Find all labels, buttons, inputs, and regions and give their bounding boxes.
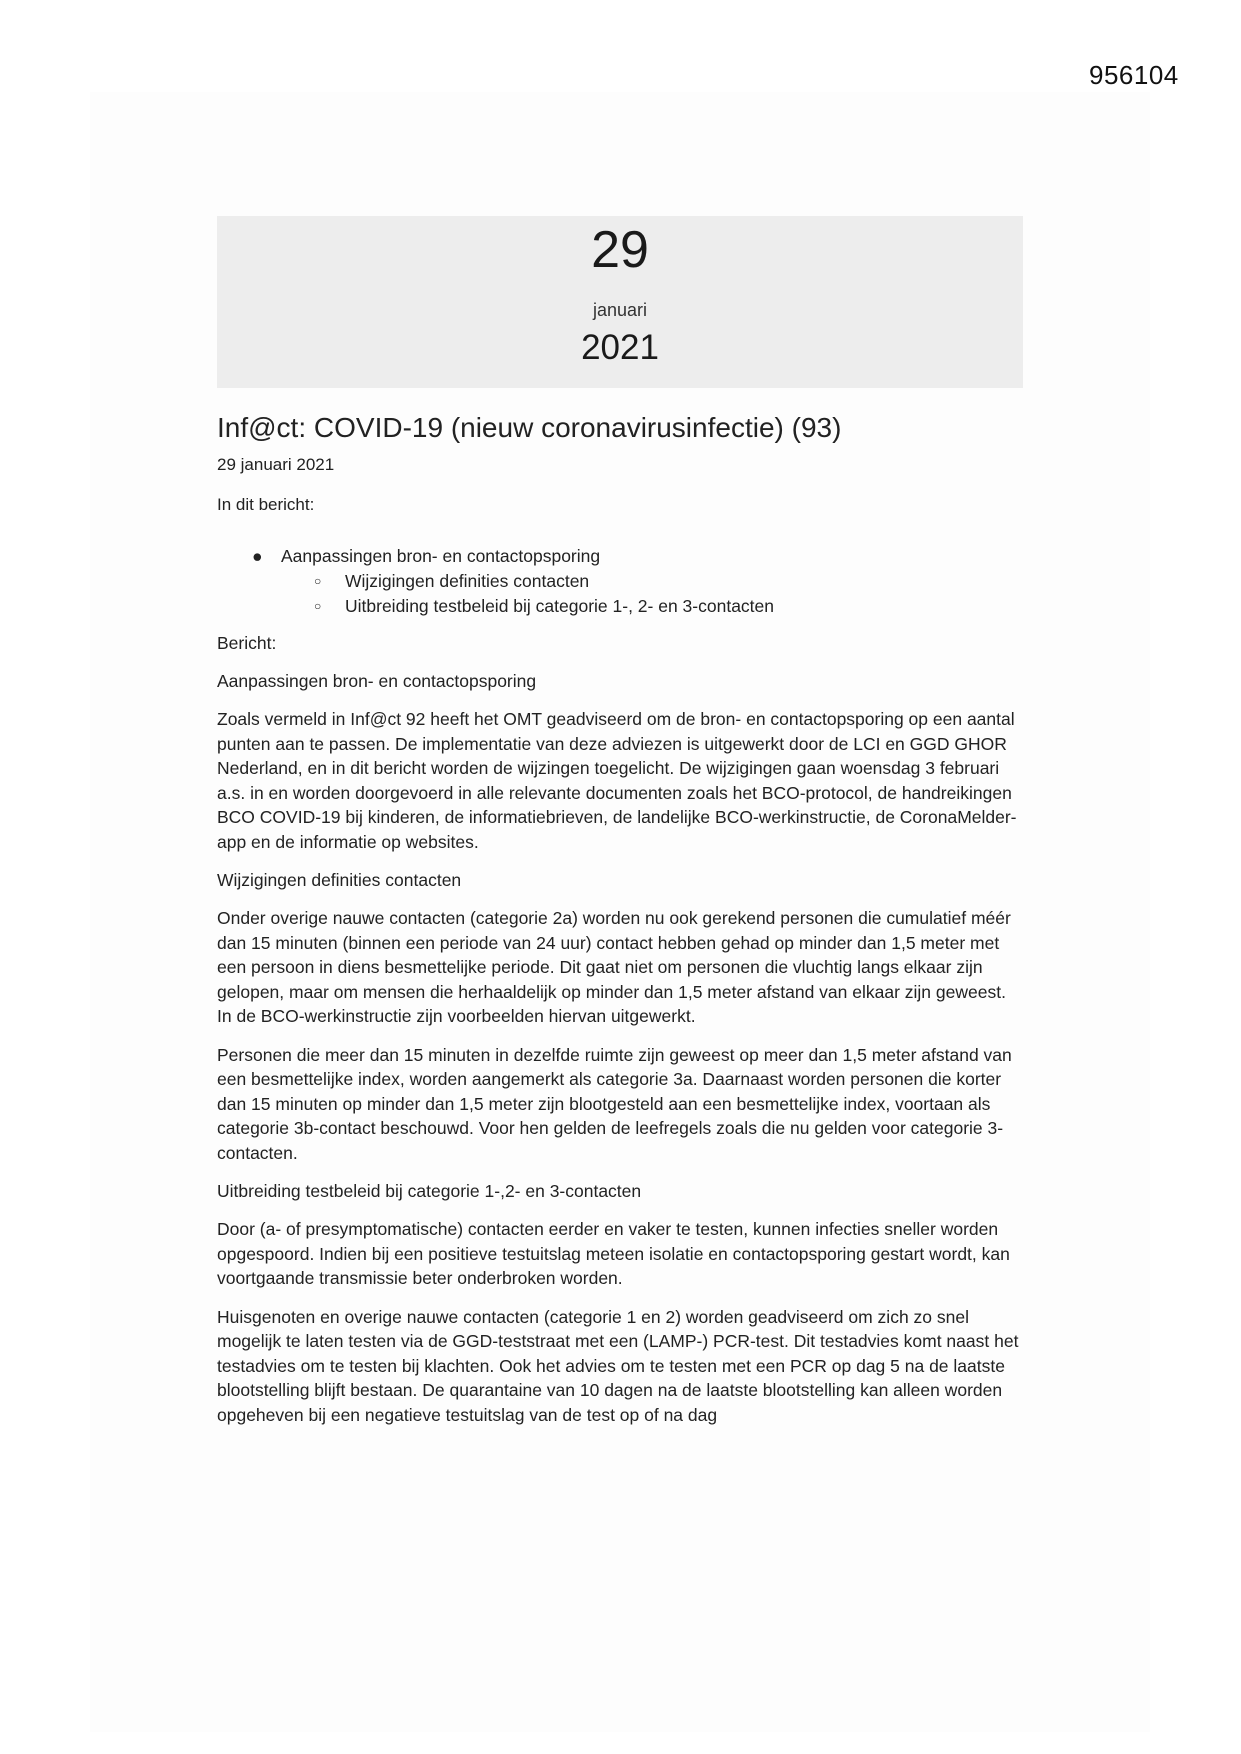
toc-subitem-label: Uitbreiding testbeleid bij categorie 1-, 2- en 3-contacten	[345, 596, 774, 616]
date-day: 29	[591, 221, 649, 279]
toc-item-label: Aanpassingen bron- en contactopsporing	[281, 546, 601, 566]
publication-date: 29 januari 2021	[217, 455, 335, 474]
page-title: Inf@ct: COVID-19 (nieuw coronavirusinfectie) (93)	[217, 412, 842, 443]
date-banner	[217, 216, 1023, 388]
toc-subitem	[217, 594, 1023, 619]
bullet-filled-icon: ●	[252, 546, 263, 566]
section-heading: Uitbreiding testbeleid bij categorie 1-,2- en 3-contacten	[217, 1181, 642, 1201]
date-month: januari	[592, 300, 648, 320]
toc-item	[217, 544, 1023, 569]
section-heading: Aanpassingen bron- en contactopsporing	[217, 671, 537, 691]
date-year: 2021	[581, 328, 659, 367]
paragraph: Personen die meer dan 15 minuten in dezelfde ruimte zijn geweest op meer dan 1,5 meter afstand van een besmettelijke index, worden aangemerkt als categorie 3a. Daarnaast worden personen die korter dan 15 minuten op minder dan 1,5 meter zijn blootgesteld aan een besmettelijke index, voortaan als categorie 3b-contact beschouwd. Voor hen gelden de leefregels zoals die nu gelden voor categorie 3-contacten.	[217, 1044, 1012, 1163]
bullet-hollow-icon: ○	[314, 599, 322, 613]
paragraph: Door (a- of presymptomatische) contacten eerder en vaker te testen, kunnen infecties sneller worden opgespoord. Indien bij een positieve testuitslag meteen isolatie en contactopsporing gestart wordt, kan voortgaande transmissie beter onderbroken worden.	[217, 1219, 1010, 1288]
toc-subitem-label: Wijzigingen definities contacten	[345, 571, 590, 591]
message-label: Bericht:	[217, 633, 277, 653]
section-heading: Wijzigingen definities contacten	[217, 870, 462, 890]
table-of-contents	[217, 544, 1023, 619]
bullet-hollow-icon: ○	[314, 574, 322, 588]
document-content	[217, 216, 1023, 1427]
paragraph: Huisgenoten en overige nauwe contacten (categorie 1 en 2) worden geadviseerd om zich zo snel mogelijk te laten testen via de GGD-teststraat met een (LAMP-) PCR-test. Dit testadvies komt naast het testadvies om te testen bij klachten. Ook het advies om te testen met een PCR op dag 5 na de laatste blootstelling blijft bestaan. De quarantaine van 10 dagen na de laatste blootstelling kan alleen worden opgeheven bij een negatieve testuitslag van de test op of na dag	[217, 1306, 1019, 1425]
paragraph: Onder overige nauwe contacten (categorie 2a) worden nu ook gerekend personen die cumulatief méér dan 15 minuten (binnen een periode van 24 uur) contact hebben gehad op minder dan 1,5 meter met een persoon in diens besmettelijke periode. Dit gaat niet om personen die vluchtig langs elkaar zijn gelopen, maar om mensen die herhaaldelijk op minder dan 1,5 meter afstand van elkaar zijn geweest. In de BCO-werkinstructie zijn voorbeelden hiervan uitgewerkt.	[217, 908, 1011, 1026]
in-this-message-label: In dit bericht:	[217, 495, 315, 514]
paragraph: Zoals vermeld in Inf@ct 92 heeft het OMT geadviseerd om de bron- en contactopsporing op een aantal punten aan te passen. De implementatie van deze adviezen is uitgewerkt door de LCI en GGD GHOR Nederland, en in dit bericht worden de wijzingen toegelicht. De wijzigingen gaan woensdag 3 februari a.s. in en worden doorgevoerd in alle relevante documenten zoals het BCO-protocol, de handreikingen BCO COVID-19 bij kinderen, de informatiebrieven, de landelijke BCO-werkinstructie, de CoronaMelder-app en de informatie op websites.	[217, 709, 1017, 852]
toc-subitem	[217, 569, 1023, 594]
document-id: 956104	[1089, 60, 1179, 90]
